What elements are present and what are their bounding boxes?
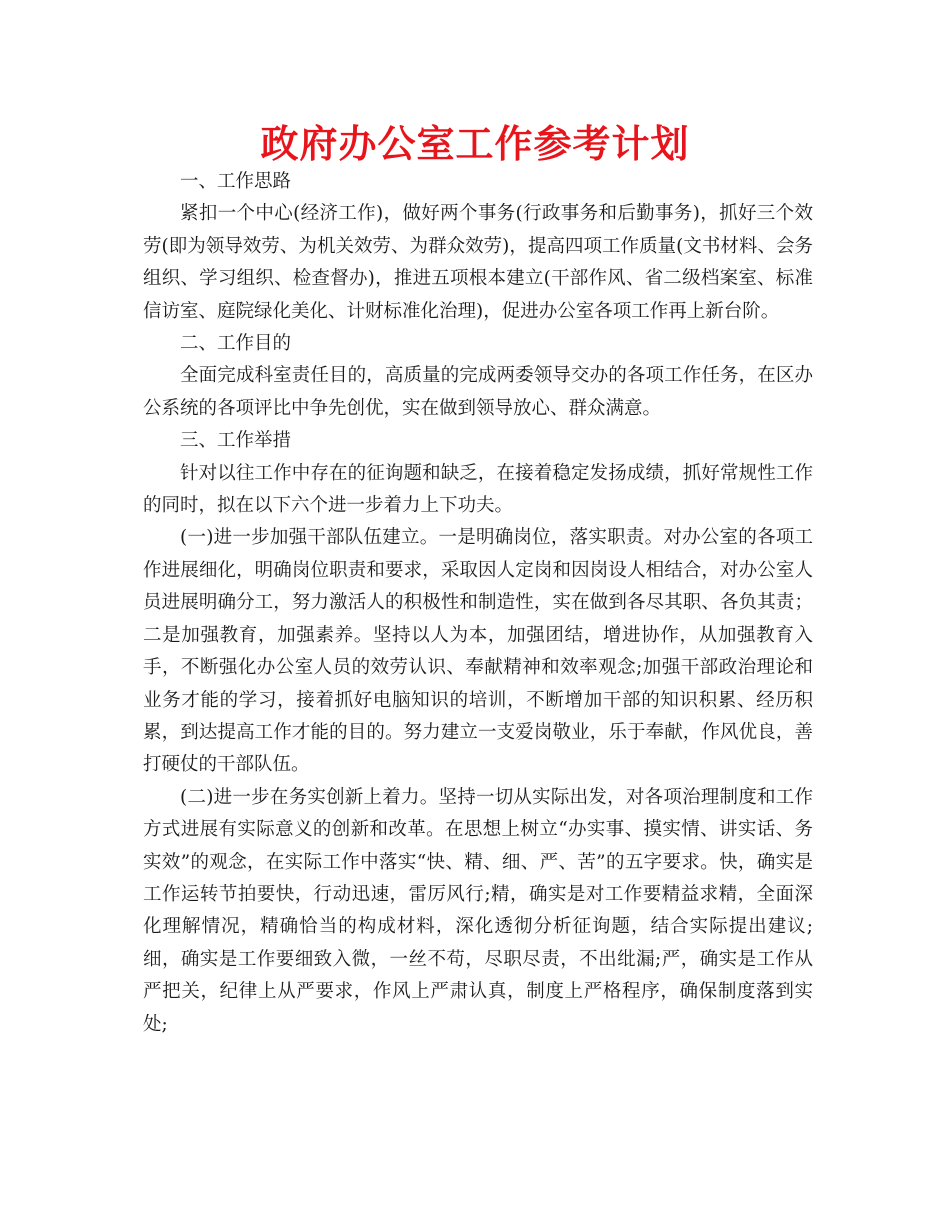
section-heading-2: 二、工作目的 (180, 333, 292, 355)
section-heading-1: 一、工作思路 (180, 171, 292, 192)
paragraph: (二)进一步在务实创新上着力。坚持一切从实际出发，对各项治理制度和工作方式进展有实际意义的创新和改革。在思想上树立“办实事、摸实情、讲实话、务实效”的观念，在实际工作中落实“快、精、细、严、苦”的五字要求。快，确实是工作运转节拍要快，行动迅速，雷厉风行;精，确实是对工作要精益求精，全面深化理解情况，精确恰当的构成材料，深化透彻分析征询题，结合实际提出建议;细，确实是工作要细致入微，一丝不苟，尽职尽责，不出纰漏;严，确实是工作从严把关，纪律上从严要求，作风上严肃认真，制度上严格程序，确保制度落到实处; (143, 786, 813, 1035)
paragraph: 紧扣一个中心(经济工作)，做好两个事务(行政事务和后勤事务)，抓好三个效劳(即为领导效劳、为机关效劳、为群众效劳)，提高四项工作质量(文书材料、会务组织、学习组织、检查督办)，推进五项根本建立(干部作风、省二级档案室、标准信访室、庭院绿化美化、计财标准化治理)，促进办公室各项工作再上新台阶。 (143, 203, 813, 322)
document-body (143, 166, 813, 1041)
paragraph: 全面完成科室责任目的，高质量的完成两委领导交办的各项工作任务，在区办公系统的各项评比中争先创优，实在做到领导放心、群众满意。 (143, 365, 813, 419)
paragraph: (一)进一步加强干部队伍建立。一是明确岗位，落实职责。对办公室的各项工作进展细化，明确岗位职责和要求，采取因人定岗和因岗设人相结合，对办公室人员进展明确分工，努力激活人的积极性和制造性，实在做到各尽其职、各负其责；二是加强教育，加强素养。坚持以人为本，加强团结，增进协作，从加强教育入手，不断强化办公室人员的效劳认识、奉献精神和效率观念;加强干部政治理论和业务才能的学习，接着抓好电脑知识的培训，不断增加干部的知识积累、经历积累，到达提高工作才能的目的。努力建立一支爱岗敬业，乐于奉献，作风优良，善打硬仗的干部队伍。 (143, 527, 813, 776)
page-title: 政府办公室工作参考计划 (260, 122, 690, 166)
section-heading-3: 三、工作举措 (180, 430, 292, 452)
paragraph: 针对以往工作中存在的征询题和缺乏，在接着稳定发扬成绩，抓好常规性工作的同时，拟在以下六个进一步着力上下功夫。 (143, 462, 813, 517)
